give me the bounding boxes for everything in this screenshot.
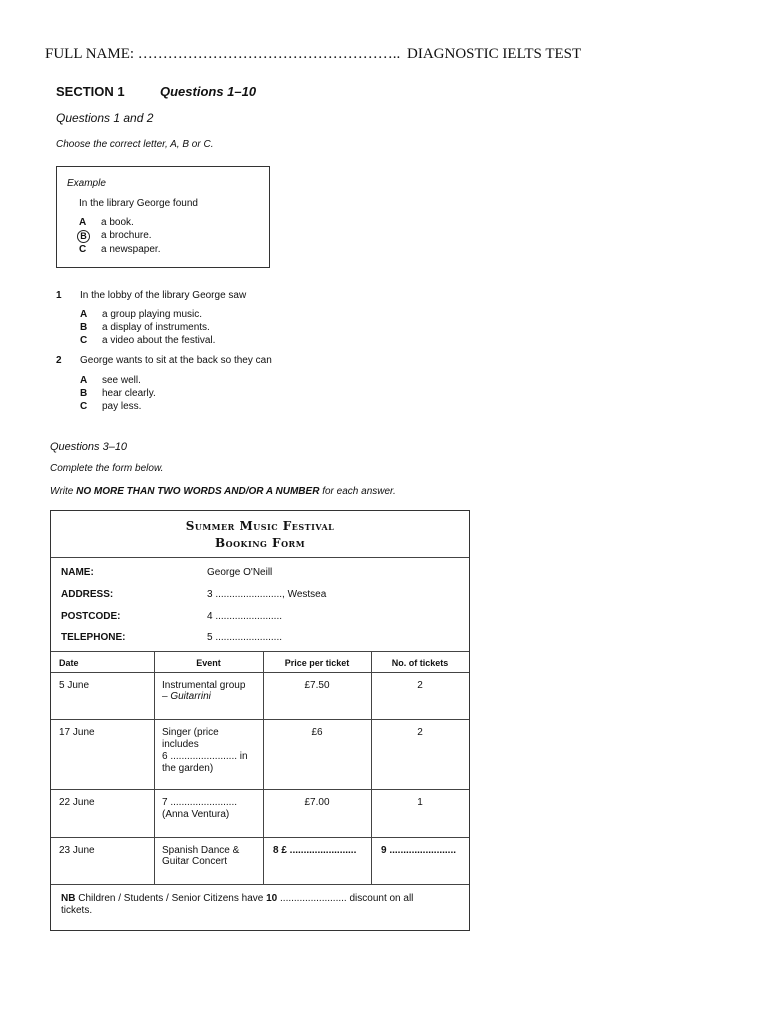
q12-instruction: Choose the correct letter, A, B or C. (56, 139, 214, 150)
field-address-label: ADDRESS: (61, 589, 114, 600)
field-telephone-value: 5 ........................ (207, 632, 283, 643)
test-title: DIAGNOSTIC IELTS TEST (407, 46, 582, 62)
answer-circle: B (77, 230, 90, 243)
q12-heading: Questions 1 and 2 (56, 111, 154, 125)
example-box: Example In the library George found A a book. B a brochure. C a newspaper. (56, 166, 270, 268)
example-stem: In the library George found (79, 198, 198, 209)
section-label: SECTION 1 (56, 84, 125, 99)
q310-heading: Questions 3–10 (50, 441, 128, 453)
field-name-value: George O'Neill (207, 567, 273, 578)
example-heading: Example (67, 178, 106, 189)
q310-write-instruction: Write NO MORE THAN TWO WORDS AND/OR A NUMBER for each answer. (50, 486, 396, 497)
nb-note: NB Children / Students / Senior Citizens have 10 ........................ discount on all (61, 893, 414, 904)
col-date: Date (59, 658, 79, 668)
q1-number: 1 (56, 290, 62, 301)
q310-instruction: Complete the form below. (50, 463, 164, 474)
col-event: Event (196, 658, 221, 668)
field-telephone-label: TELEPHONE: (61, 632, 126, 643)
form-title-line2: Booking Form (214, 536, 306, 550)
col-price: Price per ticket (284, 658, 350, 668)
field-postcode-value: 4 ........................ (207, 611, 283, 622)
q1-stem: In the lobby of the library George saw (80, 290, 247, 301)
q2-stem: George wants to sit at the back so they can (80, 355, 272, 366)
col-tickets: No. of tickets (391, 658, 449, 668)
scanned-question-sheet: SECTION 1 Questions 1–10 Questions 1 and 2 Choose the correct letter, A, B or C. Example In the library George found A a book. B a brochure. C a newspaper. 1 In the lobby of the library George saw A a group playing music. B a display of instruments. C a video about the festival. 2 George wants to sit at the back so they can A see well. B hear clearly. C pay less. Questions 3–10 Complete the form below. Write NO MORE THAN TWO WORDS AND/OR A NUMBER for each answer. Summer Music Festival Booking Form NAME: George O'Neill ADDRESS: 3 ........................, Westsea POSTCODE: 4 ........................ TELEPHONE: 5 ........................ Date Event Price per ticket No. of tickets 5 June Instrumental group – Guitarrini £7.50 2 17 June Singer (price includes 6 ........................ in the garden) £6 2 22 June 7 ........................ (Anna Ventura) £7.00 1 23 June Spanish Dance & Guitar Concert 8 £ ........................ 9 ........................ NB Children / Students / Senior Citizens have 10 ........................ discount on all tickets. (0, 0, 768, 1024)
field-postcode-label: POSTCODE: (61, 611, 121, 622)
full-name-line: FULL NAME: …………………………………………….. (45, 46, 401, 62)
q2-number: 2 (56, 355, 62, 366)
booking-form: Summer Music Festival Booking Form NAME: George O'Neill ADDRESS: 3 ........................, Westsea POSTCODE: 4 ........................ TELEPHONE: 5 ........................ Date Event Price per ticket No. of tickets 5 June Instrumental group – Guitarrini £7.50 2 17 June Singer (price includes 6 ........................ in the garden) £6 2 22 June 7 ........................ (Anna Ventura) £7.00 1 23 June Spanish Dance & Guitar Concert 8 £ ........................ 9 ........................ NB Children / Students / Senior Citizens have 10 ........................ discount on all tickets. (50, 510, 470, 931)
form-title-line1: Summer Music Festival (185, 519, 335, 533)
field-address-value: 3 ........................, Westsea (207, 589, 327, 600)
nb-note-line2: tickets. (61, 905, 93, 916)
field-name-label: NAME: (61, 567, 94, 578)
section-range: Questions 1–10 (160, 84, 257, 99)
